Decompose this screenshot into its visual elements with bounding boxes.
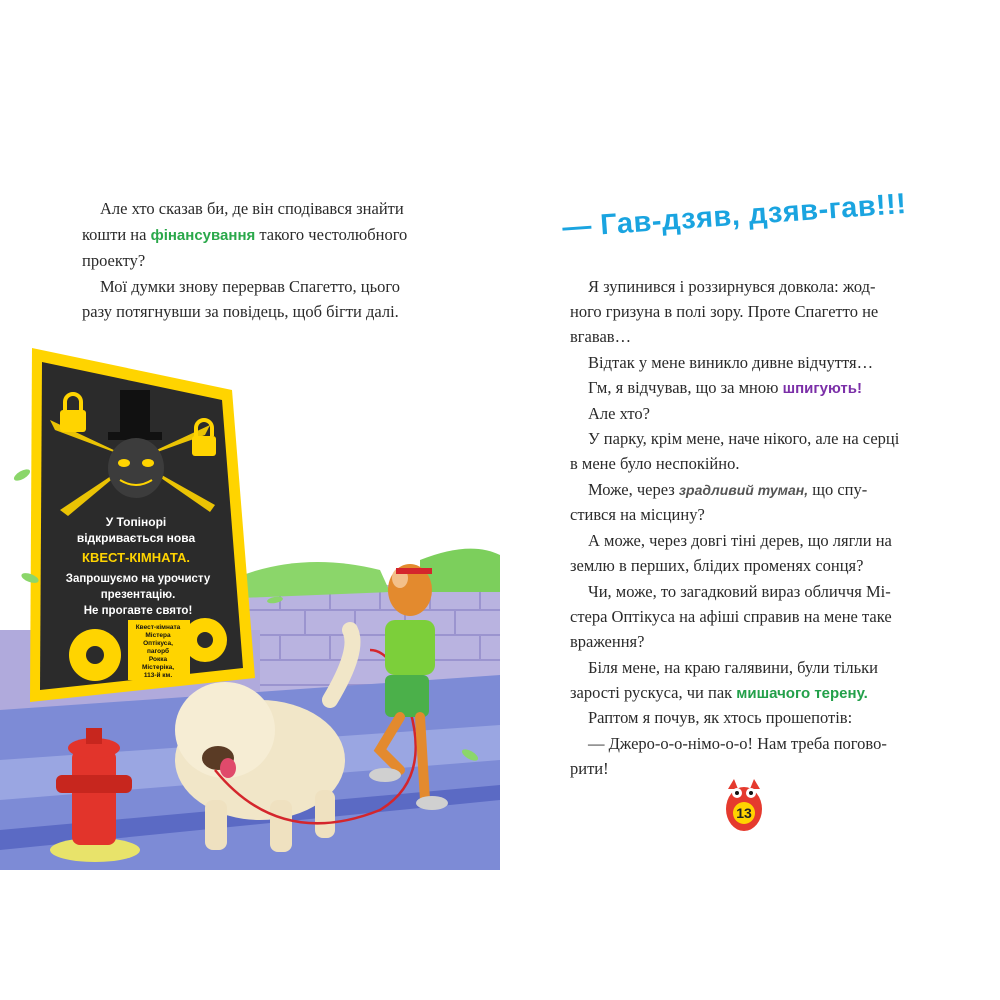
text-line: Мої думки знову перервав Спагетто, цього bbox=[100, 277, 400, 296]
text-line: стився на місцину? bbox=[570, 505, 705, 524]
svg-text:Квест-кімната: Квест-кімната bbox=[135, 624, 181, 631]
poster-line: Запрошуємо на урочисту bbox=[65, 573, 211, 585]
text-line: А може, через довгі тіні дерев, що лягли на bbox=[588, 531, 892, 550]
highlight-word: фінансування bbox=[150, 227, 256, 244]
text-line: кошти на фінансування такого честолюбного bbox=[82, 225, 408, 244]
right-page bbox=[500, 0, 1000, 1000]
svg-text:Рокка: Рокка bbox=[148, 656, 168, 663]
text-line: Може, через зрадливий туман, що спу- bbox=[588, 480, 868, 499]
gear-icon bbox=[69, 629, 121, 681]
text-line: разу потягнувши за повідець, щоб бігти далі. bbox=[82, 302, 399, 321]
text-line: в мене було неспокійно. bbox=[570, 454, 740, 473]
text-line: стера Оптікуса на афіші справив на мене таке bbox=[570, 607, 892, 626]
text-line: Відтак у мене виникло дивне відчуття… bbox=[588, 353, 874, 372]
highlight-word: шпигують! bbox=[782, 380, 862, 397]
chapter-heading: — Гав-дзяв, дзяв-гав!!! bbox=[561, 188, 908, 244]
text-line: Біля мене, на краю галявини, були тільки bbox=[588, 658, 878, 677]
text-line: рити! bbox=[570, 759, 609, 778]
text-line: враження? bbox=[570, 632, 645, 651]
page-number: 13 bbox=[736, 805, 752, 821]
highlight-word: мишачого терену. bbox=[736, 685, 868, 702]
text-line: Але хто? bbox=[588, 404, 651, 423]
svg-text:пагорб: пагорб bbox=[146, 648, 170, 655]
poster-line: У Топінорі bbox=[105, 515, 167, 529]
highlight-word: зрадливий туман, bbox=[678, 482, 809, 498]
text-line: проекту? bbox=[82, 251, 146, 270]
text-line: — Джеро-о-о-німо-о-о! Нам треба погово- bbox=[588, 734, 887, 753]
text-line: Чи, може, то загадковий вираз обличчя Мі- bbox=[588, 582, 891, 601]
svg-text:Містера: Містера bbox=[145, 632, 171, 639]
text-line: вгавав… bbox=[570, 327, 632, 346]
svg-text:Містеріка,: Містеріка, bbox=[141, 664, 175, 671]
text-line: Я зупинився і роззирнувся довкола: жод- bbox=[588, 277, 876, 296]
poster-quest-title: КВЕСТ-КІМНАТА. bbox=[82, 550, 190, 565]
svg-text:113-й км.: 113-й км. bbox=[143, 672, 173, 679]
poster-line: відкривається нова bbox=[76, 531, 196, 545]
text-line: зарості рускуса, чи пак мишачого терену. bbox=[570, 683, 868, 702]
text-line: ного гризуна в полі зору. Проте Спагетто не bbox=[570, 302, 879, 321]
poster-line: Не прогавте свято! bbox=[83, 605, 193, 617]
poster-line: презентацію. bbox=[100, 589, 176, 601]
illustration bbox=[0, 330, 500, 870]
text-line: Раптом я почув, як хтось прошепотів: bbox=[588, 708, 853, 727]
text-line: Гм, я відчував, що за мною шпигують! bbox=[588, 378, 862, 397]
page-number-owl-icon bbox=[722, 775, 766, 835]
poster-info bbox=[128, 620, 190, 680]
text-line: землю в перших, блідих променях сонця? bbox=[570, 556, 864, 575]
text-line: У парку, крім мене, наче нікого, але на серці bbox=[588, 429, 900, 448]
poster bbox=[30, 348, 255, 702]
text-line: Але хто сказав би, де він сподівався знайти bbox=[100, 199, 404, 218]
svg-text:Оптікуса,: Оптікуса, bbox=[143, 640, 173, 647]
